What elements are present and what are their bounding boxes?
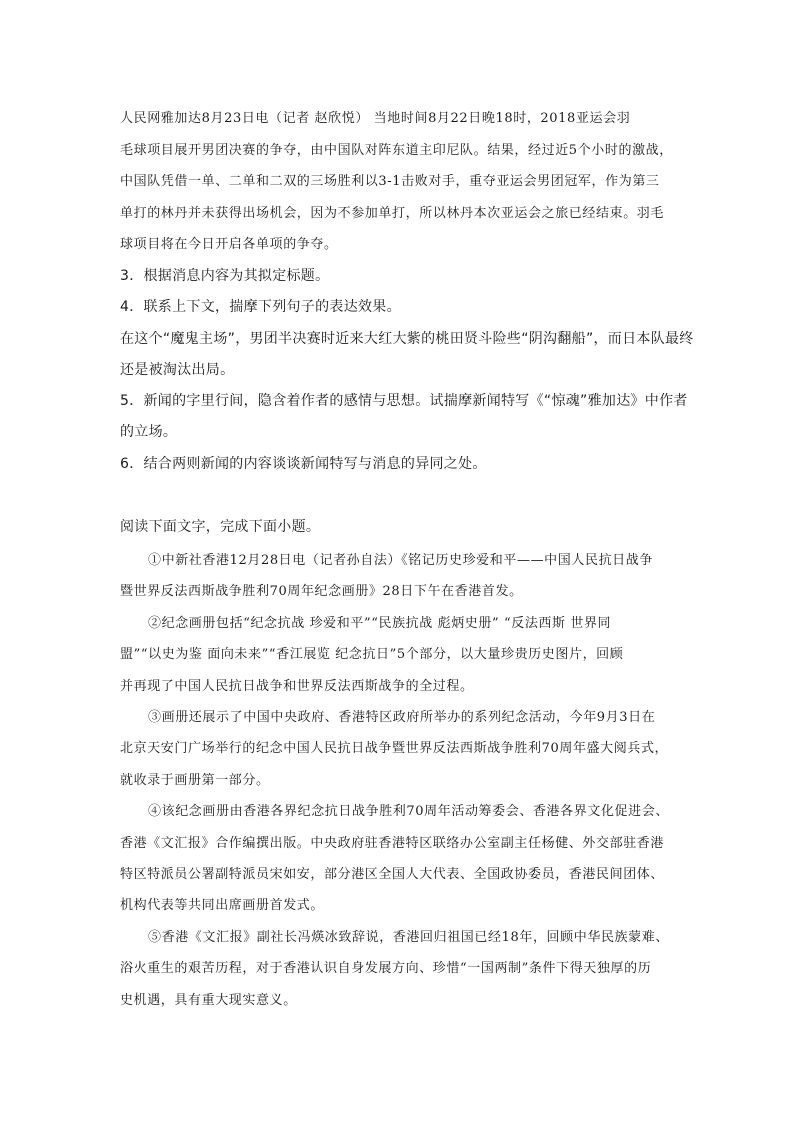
paragraph-3-line: 就收录于画册第一部分。 — [120, 772, 270, 788]
paragraph-2-line: 盟”“以史为鉴 面向未来”“香江展览 纪念抗日”5个部分，以大量珍贵历史图片，回顾 — [120, 647, 624, 663]
paragraph-5-line: 浴火重生的艰苦历程，对于香港认识自身发展方向、珍惜“一国两制”条件下得天独厚的历 — [120, 961, 652, 977]
paragraph-3-line: ③画册还展示了中国中央政府、香港特区政府所举办的系列纪念活动，今年9月3日在 — [148, 710, 656, 726]
paragraph-line: 人民网雅加达8月23日电（记者 赵欣悦） 当地时间8月22日晚18时，2018亚运会羽 — [120, 111, 631, 126]
paragraph-1-line: ①中新社香港12月28日电（记者孙自法）《铭记历史珍爱和平——中国人民抗日战争 — [148, 553, 653, 568]
paragraph-4-line: 特区特派员公署副特派员宋如安，部分港区全国人大代表、全国政协委员，香港民间团体、 — [120, 867, 665, 883]
paragraph-line: 单打的林丹并未获得出场机会，因为不参加单打，所以林丹本次亚运会之旅已经结束。羽毛 — [120, 205, 665, 221]
question-6: 6．结合两则新闻的内容谈谈新闻特写与消息的异同之处。 — [120, 455, 487, 472]
paragraph-5-line: 史机遇，具有重大现实意义。 — [120, 992, 297, 1008]
paragraph-line: 毛球项目展开男团决赛的争夺，由中国队对阵东道主印尼队。结果，经过近5个小时的激战， — [120, 142, 673, 158]
reading-instruction: 阅读下面文字，完成下面小题。 — [120, 519, 321, 535]
question-3: 3．根据消息内容为其拟定标题。 — [120, 268, 330, 284]
question-4-quote-line: 在这个“魔鬼主场”，男团半决赛时近来大红大紫的桃田贤斗险些“阴沟翻船”，而日本队最终 — [120, 330, 694, 347]
question-5-line: 的立场。 — [120, 424, 178, 441]
paragraph-2-line: 并再现了中国人民抗日战争和世界反法西斯战争的全过程。 — [120, 678, 474, 694]
question-list — [120, 261, 694, 480]
question-5: 5．新闻的字里行间，隐含着作者的感情与思想。试揣摩新闻特写《“惊魂”雅加达》中作者 — [120, 393, 688, 410]
paragraph-line: 球项目将在今日开启各单项的争夺。 — [120, 237, 338, 252]
news-report-commemorative-album — [120, 545, 690, 1016]
question-4-quote-line: 还是被淘汰出局。 — [120, 361, 235, 378]
paragraph-3-line: 北京天安门广场举行的纪念中国人民抗日战争暨世界反法西斯战争胜利70周年盛大阅兵式， — [120, 741, 669, 757]
paragraph-line: 中国队凭借一单、二单和二双的三场胜利以3-1击败对手，重夺亚运会男团冠军，作为第三 — [120, 174, 660, 189]
paragraph-4-line: 香港《文汇报》合作编撰出版。中央政府驻香港特区联络办公室副主任杨健、外交部驻香港 — [120, 835, 665, 851]
paragraph-2-line: ②纪念画册包括“纪念抗战 珍爱和平”“民族抗战 彪炳史册” “反法西斯 世界同 — [148, 615, 612, 631]
paragraph-4-line: 机构代表等共同出席画册首发式。 — [120, 898, 325, 914]
paragraph-5-line: ⑤香港《文汇报》副社长冯煐冰致辞说，香港回归祖国已经18年，回顾中华民族蒙难、 — [148, 929, 669, 945]
news-report-badminton — [120, 103, 690, 261]
paragraph-4-line: ④该纪念画册由香港各界纪念抗日战争胜利70周年活动筹委会、香港各界文化促进会、 — [148, 804, 669, 820]
paragraph-1-line: 暨世界反法西斯战争胜利70周年纪念画册》28日下午在香港首发。 — [120, 584, 523, 600]
question-4: 4．联系上下文，揣摩下列句子的表达效果。 — [120, 299, 401, 316]
